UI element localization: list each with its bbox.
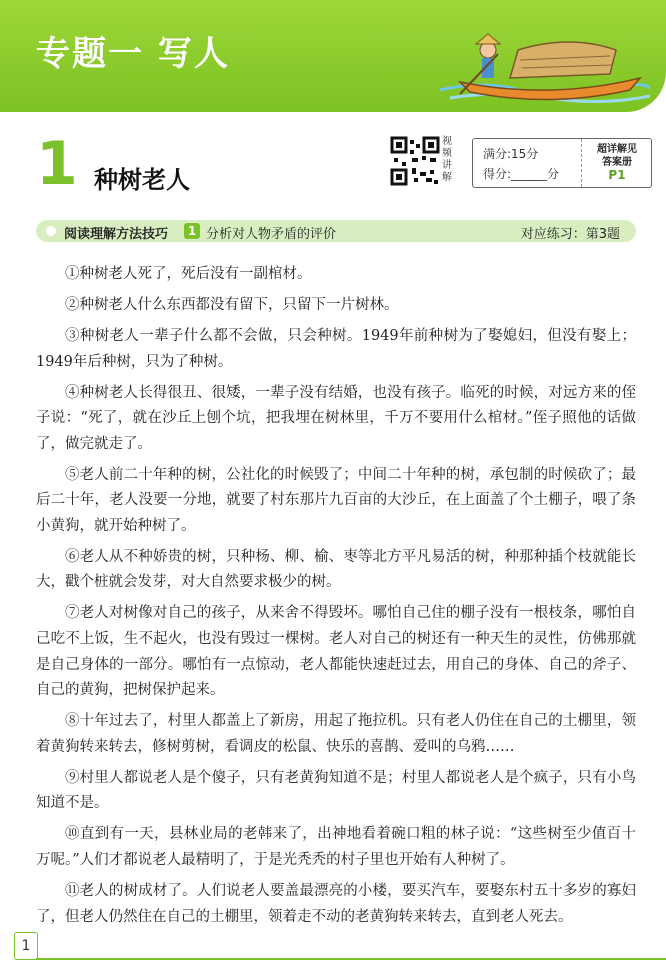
- qr-code-icon[interactable]: [390, 136, 440, 186]
- bullet-icon: [46, 226, 56, 236]
- boat-illustration-icon: [440, 20, 650, 112]
- paragraph-11: ⑪老人的树成材了。人们说老人要盖最漂亮的小楼，要买汽车，要娶东村五十多岁的寡妇了，但老人仍然住在自己的土棚里，领着走不动的老黄狗转来转去，直到老人死去。: [36, 882, 636, 925]
- score-field: 得分:______分: [483, 167, 560, 181]
- paragraph-8: ⑧十年过去了，村里人都盖上了新房，用起了拖拉机。只有老人仍住在自己的土棚里，领着黄狗转来转去，修树剪树，看调皮的松鼠、快乐的喜鹊、爱叫的乌鸦……: [36, 713, 636, 755]
- answer-ref-line1: 超详解见: [597, 144, 637, 155]
- paragraph-4: ④种树老人长得很丑、很矮，一辈子没有结婚，也没有孩子。临死的时候，对远方来的侄子说：“死了，就在沙丘上刨个坑，把我埋在树林里，千万不要用什么棺材。”侄子照他的话做了，做完就走了。: [36, 384, 636, 452]
- answer-reference: [585, 143, 649, 182]
- paragraph-2: ②种树老人什么东西都没有留下，只留下一片树林。: [65, 296, 399, 313]
- method-number: 1: [184, 223, 200, 239]
- header-banner: [0, 0, 666, 112]
- qr-video-label: 视频讲解: [442, 136, 452, 183]
- practice-reference: 对应练习：第3题: [520, 227, 620, 242]
- paragraph-10: ⑩直到有一天，县林业局的老韩来了，出神地看着碗口粗的林子说：“这些树至少值百十万呢。”人们才都说老人最精明了，于是光秃秃的村子里也开始有人种树了。: [36, 826, 636, 868]
- paragraph-9: ⑨村里人都说老人是个傻子，只有老黄狗知道不是；村里人都说老人是个疯子，只有小鸟知道不是。: [36, 769, 636, 812]
- banner-title: 专题一 写人: [36, 34, 230, 74]
- score-box: [472, 138, 652, 188]
- paragraph-5: ⑤老人前二十年种的树，公社化的时候毁了；中间二十年种的树，承包制的时候砍了；最后二十年，老人没要一分地，就要了村东那片九百亩的大沙丘，在上面盖了个土棚子，喂了条小黄狗，就开始种树了。: [36, 466, 636, 534]
- page-number: 1: [14, 932, 38, 960]
- method-description: 分析对人物矛盾的评价: [206, 227, 337, 242]
- score-left-panel: [473, 139, 582, 187]
- answer-page: P1: [608, 168, 626, 182]
- paragraph-7: ⑦老人对树像对自己的孩子，从来舍不得毁坏。哪怕自己住的棚子没有一根枝条，哪怕自己吃不上饭，生不起火，也没有毁过一棵树。老人对自己的树还有一种天生的灵性，仿佛那就是自己身体的一部分。哪怕有一点惊动，老人都能快速赶过去，用自己的身体、自己的斧子、自己的黄狗，把树保护起来。: [36, 605, 636, 699]
- method-title: 阅读理解方法技巧: [64, 227, 169, 242]
- lesson-number: 1: [36, 129, 78, 199]
- paragraph-3: ③种树老人一辈子什么都不会做，只会种树。1949年前种树为了娶媳妇，但没有娶上；1949年后种树，只为了种树。: [36, 327, 636, 370]
- method-tip-bar: [36, 220, 636, 242]
- reading-passage: [36, 262, 636, 936]
- footer-divider: [36, 958, 666, 960]
- paragraph-1: ①种树老人死了，死后没有一副棺材。: [65, 266, 312, 282]
- answer-ref-line2: 答案册: [602, 157, 632, 168]
- paragraph-6: ⑥老人从不种娇贵的树，只种杨、柳、榆、枣等北方平凡易活的树，种那种插个枝就能长大，戳个桩就会发芽，对大自然要求极少的树。: [36, 548, 636, 591]
- lesson-title: 种树老人: [94, 166, 190, 194]
- full-score: 满分:15分: [483, 147, 539, 161]
